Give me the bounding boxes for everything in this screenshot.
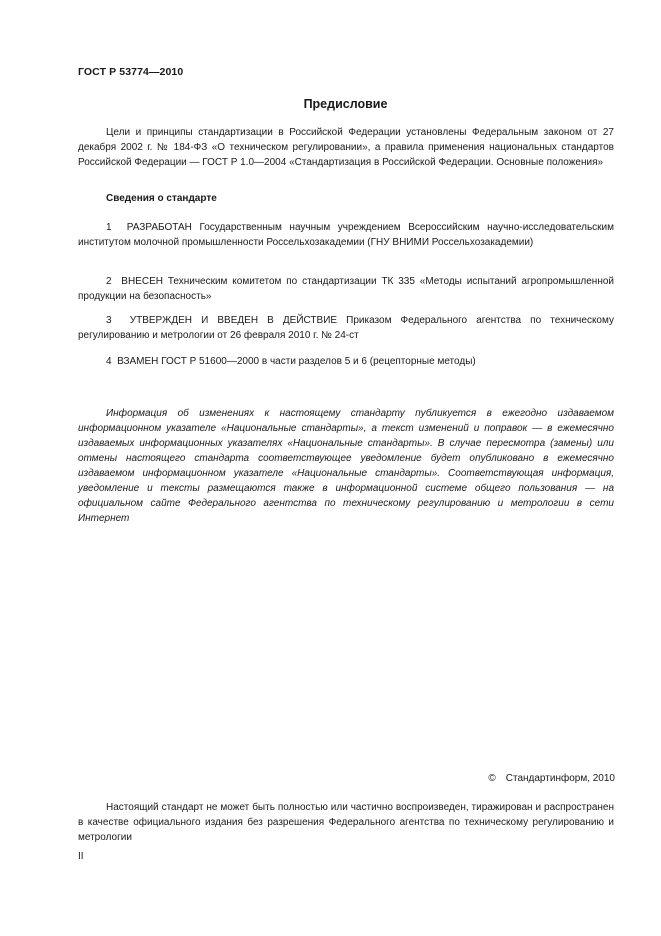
item-number: 3: [106, 315, 112, 326]
copyright-line: [488, 773, 615, 784]
item-text: Приказом Федерального агентства по техническому регулированию и метрологии от 26 февраля 2010 г. № 24-ст: [78, 315, 614, 341]
item-number: 1: [106, 222, 112, 233]
item-number: 2: [106, 276, 112, 287]
page-title: Предисловие: [303, 97, 388, 111]
intro-text: Цели и принципы стандартизации в Российской Федерации установлены Федеральным законом от 27 декабря 2002 г. № 184-ФЗ «О техническом регулировании», а правила применения национальных стандартов Российской Федерации — ГОСТ Р 1.0—2004 «Стандартизация в Российской Федерации. Основные положения»: [78, 127, 614, 168]
reproduction-notice: [78, 800, 614, 845]
copyright-symbol: ©: [488, 773, 496, 784]
item-text: в части разделов 5 и 6 (рецепторные методы): [261, 356, 476, 367]
standard-id-header: ГОСТ Р 53774—2010: [78, 66, 184, 78]
item-lead: ВНЕСЕН: [121, 276, 163, 287]
copyright-text: Стандартинформ, 2010: [505, 773, 615, 784]
page-number: II: [78, 851, 84, 862]
reproduction-notice-text: Настоящий стандарт не может быть полностью или частично воспроизведен, тиражирован и распространен в качестве официального издания без разрешения Федерального агентства по техническому регулированию и метрологии: [78, 802, 614, 843]
intro-paragraph: [78, 125, 614, 170]
item-lead: РАЗРАБОТАН: [126, 222, 192, 233]
item-lead: УТВЕРЖДЕН И ВВЕДЕН В ДЕЙСТВИЕ: [129, 315, 338, 326]
info-note-paragraph: [78, 406, 614, 526]
item-4: [78, 354, 614, 369]
item-number: 4: [106, 356, 112, 367]
about-standard-heading: Сведения о стандарте: [106, 193, 217, 204]
item-1: [78, 220, 614, 250]
item-2: [78, 274, 614, 304]
item-text: Техническим комитетом по стандартизации ТК 335 «Методы испытаний агропромышленной продукции на безопасность»: [78, 276, 615, 302]
info-note-text: Информация об изменениях к настоящему стандарту публикуется в ежегодно издаваемом информационном указателе «Национальные стандарты», а текст изменений и поправок — в ежемесячно издаваемых информационных указателях «Национальные стандарты». В случае пересмотра (замены) или отмены настоящего стандарта соответствующее уведомление будет опубликовано в ежемесячно издаваемом информационном указателе «Национальные стандарты». Соответствующая информация, уведомление и тексты размещаются также в информационной системе общего пользования — на официальном сайте Федерального агентства по техническому регулированию и метрологии в сети Интернет: [78, 408, 614, 524]
item-3: [78, 313, 614, 343]
item-lead: ВЗАМЕН ГОСТ Р 51600—2000: [117, 356, 260, 367]
item-text: Государственным научным учреждением Всероссийским научно-исследовательским институтом молочной промышленности Россельхозакадемии (ГНУ ВНИМИ Россельхозакадемии): [78, 222, 614, 248]
